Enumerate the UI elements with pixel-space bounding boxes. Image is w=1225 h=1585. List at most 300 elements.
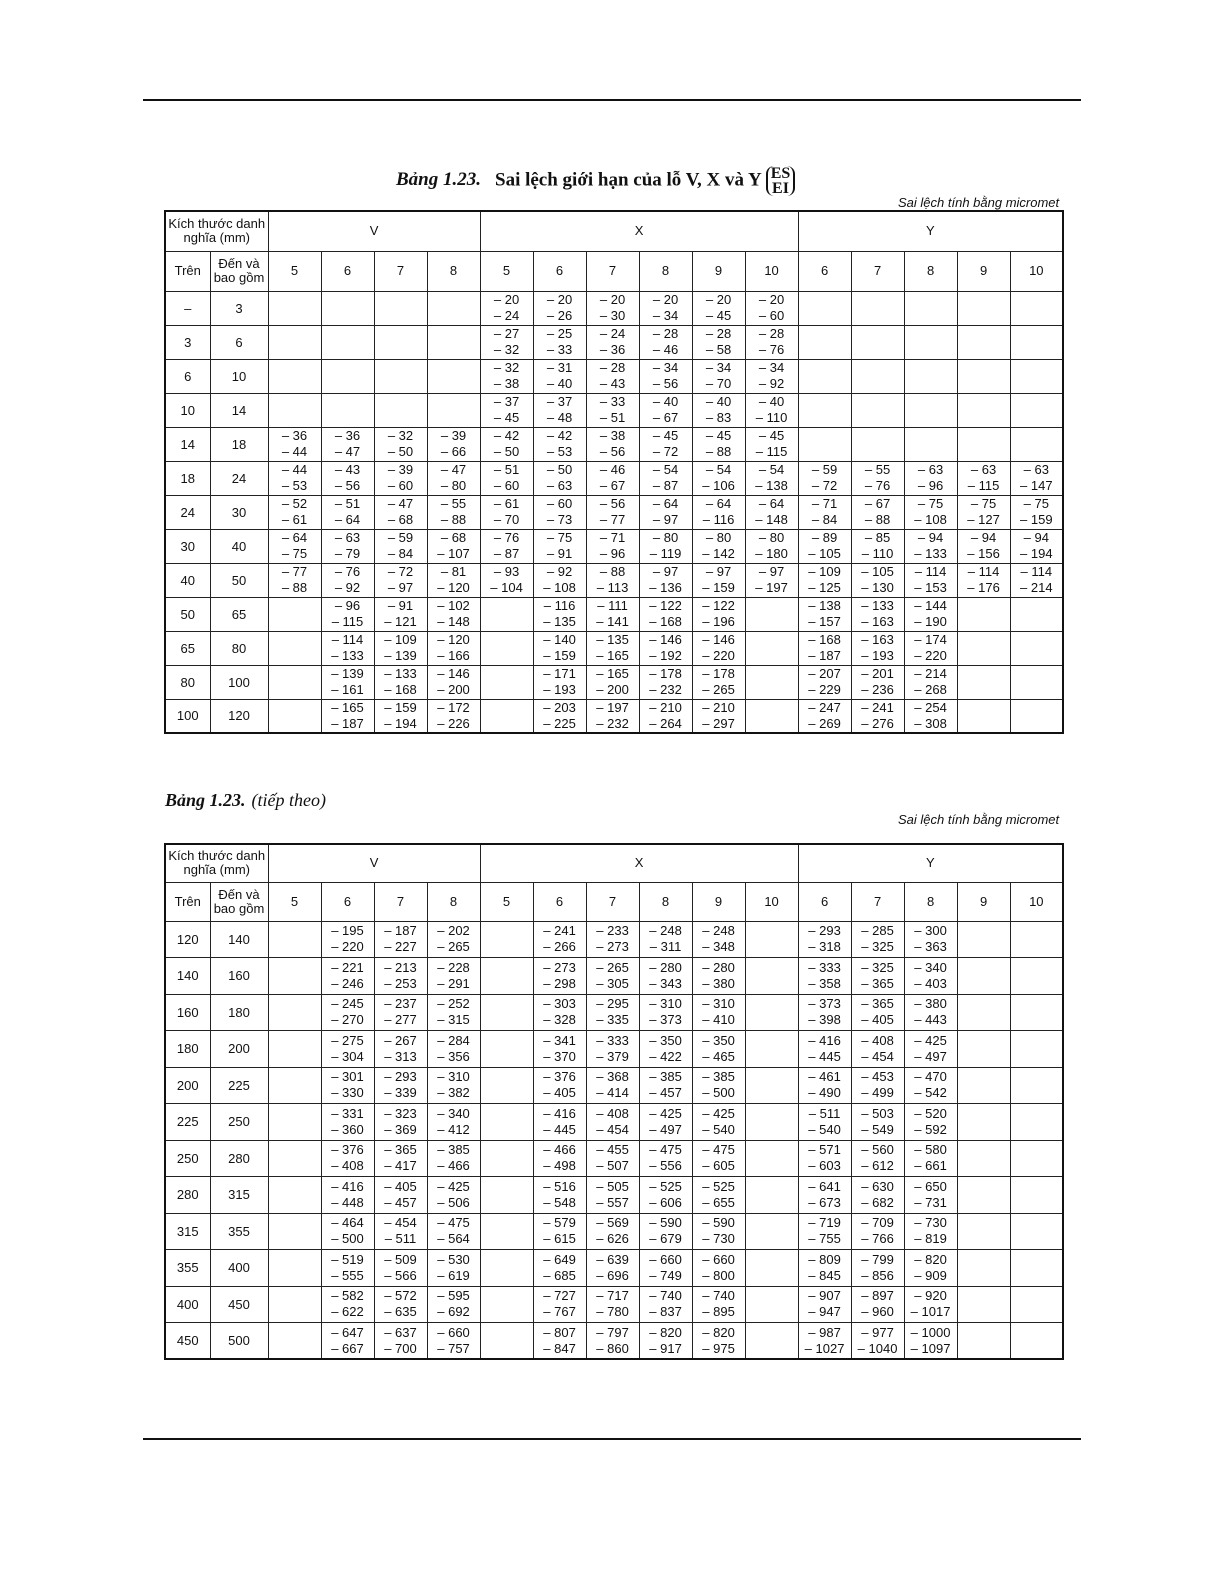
deviation-cell	[480, 631, 533, 665]
deviation-cell	[1010, 958, 1063, 995]
es-value: – 40	[705, 394, 732, 409]
es-value: – 109	[808, 564, 841, 579]
ei-value: – 63	[546, 478, 573, 493]
es-value: – 139	[331, 666, 364, 681]
deviation-cell	[586, 631, 639, 665]
deviation-cell	[639, 1286, 692, 1323]
deviation-cell	[745, 699, 798, 733]
table-row	[165, 1286, 1063, 1323]
es-value: – 20	[599, 292, 626, 307]
deviation-cell	[533, 1286, 586, 1323]
es-value: – 466	[543, 1142, 576, 1158]
deviation-cell	[798, 563, 851, 597]
deviation-cell	[957, 529, 1010, 563]
deviation-cell	[851, 1177, 904, 1214]
ei-value: – 193	[543, 682, 576, 697]
ei-value: – 606	[649, 1194, 682, 1210]
deviation-cell	[427, 1140, 480, 1177]
deviation-cell	[692, 563, 745, 597]
deviation-cell	[586, 1177, 639, 1214]
size-to-cell: 80	[210, 631, 268, 665]
deviation-cell	[904, 427, 957, 461]
deviation-cell	[639, 1213, 692, 1250]
es-value: – 43	[334, 462, 361, 477]
es-value: – 94	[917, 530, 944, 545]
deviation-cell	[745, 325, 798, 359]
size-to-cell: 250	[210, 1104, 268, 1141]
es-value: – 241	[861, 699, 894, 715]
size-from-cell: 120	[165, 921, 210, 958]
ei-value: – 197	[755, 580, 788, 595]
es-value: – 120	[437, 632, 470, 647]
es-value: – 425	[702, 1105, 735, 1121]
deviation-cell	[851, 427, 904, 461]
ei-value: – 136	[649, 580, 682, 595]
grade-header-row	[165, 882, 1063, 921]
ei-value: – 360	[331, 1121, 364, 1137]
deviation-cell	[851, 699, 904, 733]
ei-value: – 909	[914, 1267, 947, 1283]
deviation-cell	[321, 1031, 374, 1068]
es-value: – 241	[543, 923, 576, 939]
deviation-cell	[268, 495, 321, 529]
size-to-cell: 315	[210, 1177, 268, 1214]
es-value: – 197	[596, 699, 629, 715]
deviation-cell	[745, 1213, 798, 1250]
deviation-cell	[374, 994, 427, 1031]
size-to-cell: 200	[210, 1031, 268, 1068]
deviation-cell	[268, 359, 321, 393]
ei-value: – 64	[334, 512, 361, 527]
deviation-cell	[798, 631, 851, 665]
deviation-cell	[480, 529, 533, 563]
deviation-cell	[851, 1286, 904, 1323]
es-value: – 163	[861, 632, 894, 647]
ei-value: – 60	[387, 478, 414, 493]
deviation-cell	[374, 1140, 427, 1177]
es-value: – 51	[334, 496, 361, 511]
deviation-cell	[533, 921, 586, 958]
deviation-cell	[1010, 1031, 1063, 1068]
ei-value: – 43	[599, 376, 626, 391]
deviation-cell	[745, 958, 798, 995]
deviation-cell	[692, 1177, 745, 1214]
es-value: – 159	[384, 699, 417, 715]
es-value: – 45	[758, 428, 785, 443]
deviation-cell	[586, 1031, 639, 1068]
deviation-cell	[692, 461, 745, 495]
ei-value: – 163	[861, 614, 894, 629]
deviation-cell	[639, 529, 692, 563]
grade-header: 7	[586, 882, 639, 921]
size-to-cell: 160	[210, 958, 268, 995]
ei-value: – 76	[864, 478, 891, 493]
ei-value: – 556	[649, 1158, 682, 1174]
deviation-cell	[321, 427, 374, 461]
es-value: – 285	[861, 923, 894, 939]
ei-value: – 626	[596, 1231, 629, 1247]
deviation-cell	[427, 958, 480, 995]
ei-value: – 457	[649, 1085, 682, 1101]
es-value: – 172	[437, 699, 470, 715]
ei-value: – 88	[864, 512, 891, 527]
size-from-cell: 400	[165, 1286, 210, 1323]
deviation-cell	[480, 921, 533, 958]
ei-value: – 36	[599, 342, 626, 357]
grade-header: 10	[745, 882, 798, 921]
deviation-cell	[480, 359, 533, 393]
ei-value: – 557	[596, 1194, 629, 1210]
ei-value: – 40	[546, 376, 573, 391]
ei-value: – 975	[702, 1340, 735, 1356]
deviation-cell	[321, 1140, 374, 1177]
deviation-cell	[480, 325, 533, 359]
deviation-cell	[427, 699, 480, 733]
es-value: – 807	[543, 1324, 576, 1340]
bottom-rule	[143, 1438, 1081, 1440]
es-value: – 122	[649, 598, 682, 613]
ei-value: – 348	[702, 939, 735, 955]
deviation-cell	[268, 699, 321, 733]
deviation-cell	[321, 958, 374, 995]
es-value: – 39	[440, 428, 467, 443]
es-value: – 59	[387, 530, 414, 545]
deviation-cell	[851, 1140, 904, 1177]
size-from-cell: 18	[165, 461, 210, 495]
ei-value: – 67	[599, 478, 626, 493]
deviation-cell	[692, 325, 745, 359]
deviation-cell	[321, 631, 374, 665]
deviation-cell	[586, 291, 639, 325]
grade-header: 6	[798, 251, 851, 291]
ei-value: – 548	[543, 1194, 576, 1210]
deviation-cell	[321, 1250, 374, 1287]
es-value: – 55	[864, 462, 891, 477]
ei-value: – 730	[702, 1231, 735, 1247]
size-from-cell: 355	[165, 1250, 210, 1287]
deviation-cell	[798, 1177, 851, 1214]
es-value: – 76	[334, 564, 361, 579]
ei-value: – 497	[649, 1121, 682, 1137]
deviation-cell	[904, 1286, 957, 1323]
ei-value: – 153	[914, 580, 947, 595]
es-value: – 114	[967, 564, 1000, 579]
ei-value: – 328	[543, 1012, 576, 1028]
es-value: – 165	[596, 666, 629, 681]
deviation-cell	[321, 1286, 374, 1323]
deviation-cell	[904, 1213, 957, 1250]
deviation-cell	[268, 393, 321, 427]
ei-value: – 269	[808, 715, 841, 731]
deviation-cell	[321, 529, 374, 563]
es-value: – 809	[808, 1251, 841, 1267]
es-value: – 135	[596, 632, 629, 647]
deviation-cell	[480, 393, 533, 427]
deviation-cell	[533, 291, 586, 325]
ei-value: – 622	[331, 1304, 364, 1320]
ei-value: – 445	[808, 1048, 841, 1064]
deviation-cell	[957, 495, 1010, 529]
es-value: – 520	[914, 1105, 947, 1121]
es-value: – 582	[331, 1288, 364, 1304]
size-group-header: Kích thước danh nghĩa (mm)	[165, 844, 268, 882]
deviation-cell	[1010, 393, 1063, 427]
es-value: – 455	[596, 1142, 629, 1158]
es-value: – 365	[384, 1142, 417, 1158]
deviation-cell	[851, 665, 904, 699]
es-value: – 64	[758, 496, 785, 511]
ei-value: – 685	[543, 1267, 576, 1283]
ei-value: – 46	[652, 342, 679, 357]
table2-title-text: (tiếp theo)	[251, 790, 327, 810]
ei-value: – 220	[331, 939, 364, 955]
deviation-cell	[374, 1286, 427, 1323]
ei-value: – 960	[861, 1304, 894, 1320]
deviation-cell	[480, 1286, 533, 1323]
ei-value: – 125	[808, 580, 841, 595]
ei-value: – 88	[281, 580, 308, 595]
ei-value: – 277	[384, 1012, 417, 1028]
deviation-cell	[745, 1177, 798, 1214]
ei-value: – 119	[649, 546, 682, 561]
table-row	[165, 1031, 1063, 1068]
deviation-cell	[639, 1177, 692, 1214]
deviation-cell	[851, 393, 904, 427]
es-value: – 67	[864, 496, 891, 511]
size-to-cell: 280	[210, 1140, 268, 1177]
ei-value: – 56	[599, 444, 626, 459]
es-value: – 454	[384, 1215, 417, 1231]
ei-value: – 168	[384, 682, 417, 697]
deviation-cell	[639, 461, 692, 495]
deviation-cell	[268, 1067, 321, 1104]
deviation-cell	[374, 359, 427, 393]
deviation-cell	[851, 1213, 904, 1250]
deviation-cell	[533, 1104, 586, 1141]
es-value: – 27	[493, 326, 520, 341]
ei-value: – 142	[702, 546, 735, 561]
ei-value: – 542	[914, 1085, 947, 1101]
size-to-cell: 100	[210, 665, 268, 699]
es-value: – 91	[387, 598, 414, 613]
es-value: – 340	[914, 959, 947, 975]
ei-value: – 380	[702, 975, 735, 991]
deviation-cell	[639, 291, 692, 325]
deviation-cell	[639, 1323, 692, 1360]
es-value: – 1000	[910, 1324, 951, 1340]
es-value: – 146	[437, 666, 470, 681]
ei-value: – 58	[705, 342, 732, 357]
deviation-cell	[692, 495, 745, 529]
es-value: – 368	[596, 1069, 629, 1085]
size-from-cell: 10	[165, 393, 210, 427]
deviation-cell	[480, 1323, 533, 1360]
es-value: – 590	[702, 1215, 735, 1231]
ei-value: – 318	[808, 939, 841, 955]
size-to-cell: 400	[210, 1250, 268, 1287]
es-value: – 32	[387, 428, 414, 443]
ei-value: – 157	[808, 614, 841, 629]
es-value: – 385	[702, 1069, 735, 1085]
deviation-cell	[1010, 529, 1063, 563]
grade-header: 10	[745, 251, 798, 291]
es-value: – 133	[384, 666, 417, 681]
deviation-cell	[904, 563, 957, 597]
ei-value: – 115	[755, 444, 788, 459]
ei-value: – 138	[755, 478, 788, 493]
size-from-cell: 140	[165, 958, 210, 995]
deviation-cell	[798, 1213, 851, 1250]
deviation-cell	[692, 1250, 745, 1287]
es-value: – 221	[331, 959, 364, 975]
size-to-cell: 65	[210, 597, 268, 631]
deviation-cell	[957, 1250, 1010, 1287]
ei-value: – 379	[596, 1048, 629, 1064]
deviation-cell	[904, 393, 957, 427]
grade-header: 9	[692, 251, 745, 291]
ei-value: – 490	[808, 1085, 841, 1101]
ei-value: – 454	[861, 1048, 894, 1064]
es-value: – 146	[702, 632, 735, 647]
ei-value: – 358	[808, 975, 841, 991]
ei-value: – 605	[702, 1158, 735, 1174]
es-value: – 55	[440, 496, 467, 511]
table-row	[165, 461, 1063, 495]
deviation-cell	[1010, 427, 1063, 461]
ei-value: – 34	[652, 308, 679, 323]
es-value: – 80	[652, 530, 679, 545]
es-value: – 820	[702, 1324, 735, 1340]
deviation-cell	[798, 1104, 851, 1141]
ei-value: – 448	[331, 1194, 364, 1210]
es-value: – 284	[437, 1032, 470, 1048]
deviation-cell	[268, 1286, 321, 1323]
deviation-cell	[533, 597, 586, 631]
deviation-cell	[745, 1104, 798, 1141]
table-row	[165, 1213, 1063, 1250]
es-value: – 140	[543, 632, 576, 647]
deviation-cell	[1010, 1177, 1063, 1214]
size-to-cell: 180	[210, 994, 268, 1031]
deviation-cell	[374, 1250, 427, 1287]
es-value: – 32	[493, 360, 520, 375]
size-to-cell: 500	[210, 1323, 268, 1360]
deviation-cell	[427, 325, 480, 359]
deviation-cell	[268, 958, 321, 995]
deviation-cell	[1010, 461, 1063, 495]
deviation-cell	[1010, 921, 1063, 958]
ei-value: – 731	[914, 1194, 947, 1210]
es-value: – 114	[914, 564, 947, 579]
deviation-cell	[692, 1213, 745, 1250]
es-value: – 373	[808, 996, 841, 1012]
ei-value: – 497	[914, 1048, 947, 1064]
ei-value: – 159	[702, 580, 735, 595]
ei-value: – 304	[331, 1048, 364, 1064]
ei-value: – 417	[384, 1158, 417, 1174]
es-value: – 252	[437, 996, 470, 1012]
size-to-cell: 6	[210, 325, 268, 359]
deviation-cell	[639, 958, 692, 995]
es-value: – 97	[652, 564, 679, 579]
deviation-cell	[374, 529, 427, 563]
header-row	[165, 211, 1063, 251]
deviation-cell	[480, 665, 533, 699]
deviation-cell	[427, 359, 480, 393]
es-value: – 475	[649, 1142, 682, 1158]
es-value: – 280	[649, 959, 682, 975]
es-value: – 20	[705, 292, 732, 307]
v-group-header: V	[268, 211, 480, 251]
ei-value: – 38	[493, 376, 520, 391]
deviation-cell	[321, 495, 374, 529]
deviation-cell	[480, 563, 533, 597]
ei-value: – 315	[437, 1012, 470, 1028]
size-from-cell: 200	[165, 1067, 210, 1104]
table2-unit-note: Sai lệch tính bằng micromet	[898, 812, 1060, 827]
deviation-cell	[692, 529, 745, 563]
es-value: – 247	[808, 699, 841, 715]
ei-value: – 32	[493, 342, 520, 357]
deviation-cell	[321, 699, 374, 733]
table-row	[165, 359, 1063, 393]
ei-value: – 187	[808, 648, 841, 663]
ei-value: – 156	[967, 546, 1000, 561]
ei-value: – 80	[440, 478, 467, 493]
grade-header: 8	[904, 882, 957, 921]
deviation-cell	[692, 921, 745, 958]
deviation-cell	[1010, 359, 1063, 393]
deviation-cell	[745, 1067, 798, 1104]
ei-value: – 196	[702, 614, 735, 629]
ei-value: – 335	[596, 1012, 629, 1028]
deviation-cell	[480, 1177, 533, 1214]
deviation-cell	[374, 597, 427, 631]
es-value: – 300	[914, 923, 947, 939]
deviation-cell	[586, 325, 639, 359]
ei-value: – 454	[596, 1121, 629, 1137]
ei-value: – 445	[543, 1121, 576, 1137]
deviation-cell	[904, 1177, 957, 1214]
es-value: – 237	[384, 996, 417, 1012]
ei-value: – 615	[543, 1231, 576, 1247]
es-value: – 525	[702, 1178, 735, 1194]
size-from-cell: 450	[165, 1323, 210, 1360]
es-value: – 114	[331, 632, 364, 647]
deviation-cell	[321, 665, 374, 699]
table1-label: Bảng 1.23.	[396, 169, 481, 191]
deviation-cell	[745, 994, 798, 1031]
deviation-cell	[639, 1031, 692, 1068]
deviation-cell	[904, 1323, 957, 1360]
ei-value: – 860	[596, 1340, 629, 1356]
es-value: – 637	[384, 1324, 417, 1340]
deviation-cell	[798, 994, 851, 1031]
es-value: – 42	[493, 428, 520, 443]
table-row	[165, 631, 1063, 665]
ei-value: – 661	[914, 1158, 947, 1174]
deviation-cell	[427, 495, 480, 529]
es-value: – 88	[599, 564, 626, 579]
es-value: – 93	[493, 564, 520, 579]
es-value: – 719	[808, 1215, 841, 1231]
deviation-cell	[427, 1031, 480, 1068]
deviation-cell	[321, 291, 374, 325]
ei-value: – 845	[808, 1267, 841, 1283]
deviation-cell	[533, 325, 586, 359]
v-group-header: V	[268, 844, 480, 882]
es-value: – 20	[493, 292, 520, 307]
